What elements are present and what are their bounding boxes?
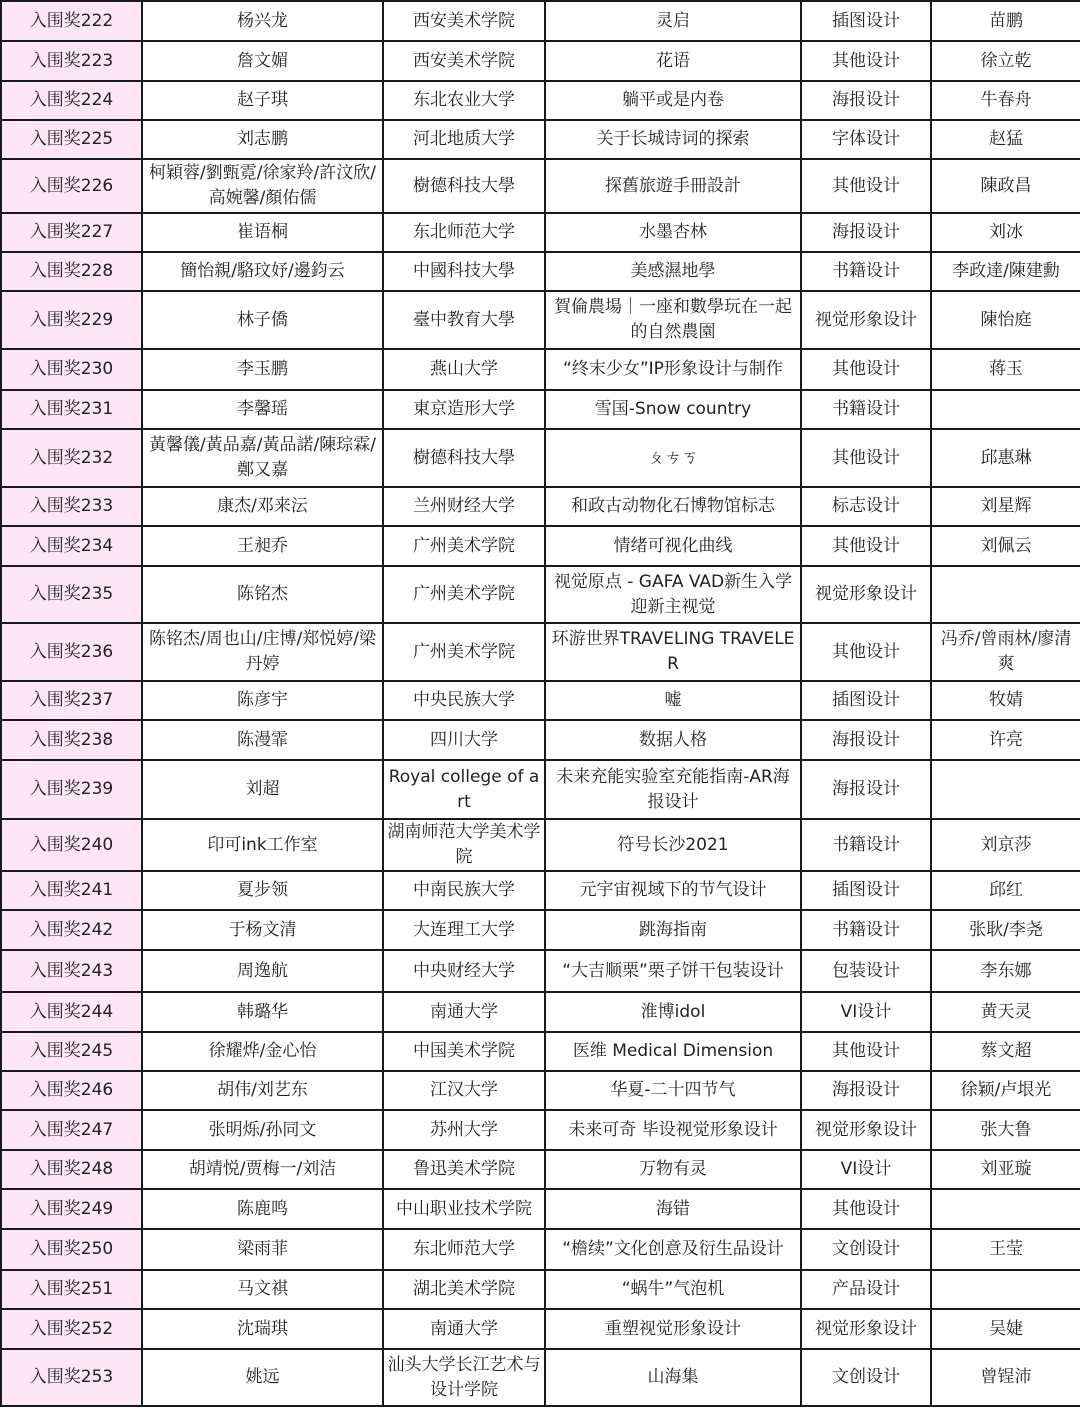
work-title-cell: 未来充能实验室充能指南-AR海报设计 <box>545 760 801 819</box>
advisor-cell: 徐立乾 <box>931 41 1080 81</box>
category-cell: 书籍设计 <box>801 910 931 950</box>
award-id-cell: 入围奖244 <box>1 992 142 1032</box>
category-cell: VI设计 <box>801 1150 931 1189</box>
school-cell: 臺中教育大學 <box>383 291 545 349</box>
category-cell: 插图设计 <box>801 1 931 41</box>
award-id-cell: 入围奖247 <box>1 1110 142 1150</box>
table-row <box>1 429 1080 487</box>
school-cell: 中央民族大学 <box>383 681 545 720</box>
table-row <box>1 252 1080 291</box>
category-cell: 其他设计 <box>801 1189 931 1229</box>
school-cell: 四川大学 <box>383 720 545 760</box>
work-title-cell: 环游世界TRAVELING TRAVELER <box>545 623 801 681</box>
table-row <box>1 910 1080 950</box>
category-cell: 文创设计 <box>801 1229 931 1270</box>
author-cell: 胡伟/刘艺东 <box>142 1071 383 1110</box>
work-title-cell: 未来可奇 毕设视觉形象设计 <box>545 1110 801 1150</box>
work-title-cell: 华夏-二十四节气 <box>545 1071 801 1110</box>
category-cell: 海报设计 <box>801 760 931 819</box>
award-id-cell: 入围奖236 <box>1 623 142 681</box>
advisor-cell: 吴婕 <box>931 1309 1080 1349</box>
advisor-cell: 刘亚璇 <box>931 1150 1080 1189</box>
category-cell: 视觉形象设计 <box>801 566 931 623</box>
work-title-cell: 符号长沙2021 <box>545 819 801 871</box>
author-cell: 陈铭杰 <box>142 566 383 623</box>
work-title-cell: 数据人格 <box>545 720 801 760</box>
school-cell: 南通大学 <box>383 992 545 1032</box>
school-cell: 东北师范大学 <box>383 1229 545 1270</box>
school-cell: 西安美术学院 <box>383 41 545 81</box>
table-row <box>1 720 1080 760</box>
table-row <box>1 1229 1080 1270</box>
table-row <box>1 1309 1080 1349</box>
school-cell: 中央财经大学 <box>383 950 545 992</box>
author-cell: 马文祺 <box>142 1270 383 1309</box>
table-row <box>1 760 1080 819</box>
award-id-cell: 入围奖242 <box>1 910 142 950</box>
advisor-cell: 徐颖/卢垠光 <box>931 1071 1080 1110</box>
work-title-cell: 淮博idol <box>545 992 801 1032</box>
work-title-cell: 探舊旅遊手冊設計 <box>545 159 801 213</box>
work-title-cell: “终末少女”IP形象设计与制作 <box>545 349 801 390</box>
advisor-cell <box>931 390 1080 429</box>
award-id-cell: 入围奖250 <box>1 1229 142 1270</box>
award-table-body <box>1 1 1080 1406</box>
advisor-cell <box>931 760 1080 819</box>
table-row <box>1 349 1080 390</box>
school-cell: 广州美术学院 <box>383 566 545 623</box>
table-row <box>1 390 1080 429</box>
table-row <box>1 992 1080 1032</box>
award-id-cell: 入围奖249 <box>1 1189 142 1229</box>
work-title-cell: 花语 <box>545 41 801 81</box>
category-cell: 字体设计 <box>801 120 931 159</box>
table-row <box>1 1071 1080 1110</box>
advisor-cell: 苗鹏 <box>931 1 1080 41</box>
work-title-cell: 视觉原点 - GAFA VAD新生入学迎新主视觉 <box>545 566 801 623</box>
advisor-cell: 刘佩云 <box>931 526 1080 566</box>
work-title-cell: 灵启 <box>545 1 801 41</box>
award-id-cell: 入围奖228 <box>1 252 142 291</box>
award-id-cell: 入围奖243 <box>1 950 142 992</box>
author-cell: 姚远 <box>142 1349 383 1406</box>
advisor-cell: 张大鲁 <box>931 1110 1080 1150</box>
author-cell: 夏步领 <box>142 871 383 910</box>
category-cell: 包装设计 <box>801 950 931 992</box>
category-cell: 标志设计 <box>801 487 931 526</box>
award-id-cell: 入围奖233 <box>1 487 142 526</box>
school-cell: 湖北美术学院 <box>383 1270 545 1309</box>
category-cell: 书籍设计 <box>801 819 931 871</box>
award-id-cell: 入围奖248 <box>1 1150 142 1189</box>
author-cell: 李馨瑶 <box>142 390 383 429</box>
table-row <box>1 819 1080 871</box>
advisor-cell: 许亮 <box>931 720 1080 760</box>
advisor-cell <box>931 1270 1080 1309</box>
table-row <box>1 1032 1080 1071</box>
advisor-cell: 张耿/李尧 <box>931 910 1080 950</box>
award-id-cell: 入围奖229 <box>1 291 142 349</box>
school-cell: 大连理工大学 <box>383 910 545 950</box>
author-cell: 陈鹿鸣 <box>142 1189 383 1229</box>
work-title-cell: 情绪可视化曲线 <box>545 526 801 566</box>
advisor-cell: 牛春舟 <box>931 81 1080 120</box>
author-cell: 李玉鹏 <box>142 349 383 390</box>
author-cell: 刘志鹏 <box>142 120 383 159</box>
author-cell: 徐耀烨/金心怡 <box>142 1032 383 1071</box>
table-row <box>1 81 1080 120</box>
work-title-cell: 海错 <box>545 1189 801 1229</box>
school-cell: 東京造形大学 <box>383 390 545 429</box>
work-title-cell: 关于长城诗词的探索 <box>545 120 801 159</box>
category-cell: VI设计 <box>801 992 931 1032</box>
advisor-cell: 刘星辉 <box>931 487 1080 526</box>
author-cell: 柯穎蓉/劉甄霓/徐家羚/許汶欣/高婉馨/顏佑儒 <box>142 159 383 213</box>
author-cell: 簡怡親/駱玟妤/邊鈞云 <box>142 252 383 291</box>
category-cell: 其他设计 <box>801 1032 931 1071</box>
author-cell: 韩璐华 <box>142 992 383 1032</box>
category-cell: 书籍设计 <box>801 390 931 429</box>
school-cell: 广州美术学院 <box>383 623 545 681</box>
award-id-cell: 入围奖231 <box>1 390 142 429</box>
advisor-cell: 王莹 <box>931 1229 1080 1270</box>
table-row <box>1 950 1080 992</box>
school-cell: 东北师范大学 <box>383 213 545 252</box>
award-id-cell: 入围奖226 <box>1 159 142 213</box>
advisor-cell: 冯乔/曾雨林/廖清爽 <box>931 623 1080 681</box>
category-cell: 其他设计 <box>801 349 931 390</box>
award-id-cell: 入围奖227 <box>1 213 142 252</box>
category-cell: 产品设计 <box>801 1270 931 1309</box>
author-cell: 詹文媚 <box>142 41 383 81</box>
category-cell: 海报设计 <box>801 81 931 120</box>
author-cell: 林子僑 <box>142 291 383 349</box>
school-cell: 东北农业大学 <box>383 81 545 120</box>
author-cell: 康杰/邓来沄 <box>142 487 383 526</box>
author-cell: 黃馨儀/黃品嘉/黃品諾/陳琮霖/鄭又嘉 <box>142 429 383 487</box>
advisor-cell: 刘冰 <box>931 213 1080 252</box>
award-id-cell: 入围奖241 <box>1 871 142 910</box>
category-cell: 视觉形象设计 <box>801 291 931 349</box>
author-cell: 印可ink工作室 <box>142 819 383 871</box>
category-cell: 文创设计 <box>801 1349 931 1406</box>
author-cell: 于杨文清 <box>142 910 383 950</box>
award-id-cell: 入围奖240 <box>1 819 142 871</box>
author-cell: 张明烁/孙同文 <box>142 1110 383 1150</box>
award-id-cell: 入围奖223 <box>1 41 142 81</box>
table-row <box>1 1 1080 41</box>
award-id-cell: 入围奖239 <box>1 760 142 819</box>
advisor-cell: 蔡文超 <box>931 1032 1080 1071</box>
author-cell: 赵子琪 <box>142 81 383 120</box>
advisor-cell: 蒋玉 <box>931 349 1080 390</box>
category-cell: 海报设计 <box>801 720 931 760</box>
award-id-cell: 入围奖225 <box>1 120 142 159</box>
table-row <box>1 871 1080 910</box>
school-cell: 南通大学 <box>383 1309 545 1349</box>
author-cell: 梁雨菲 <box>142 1229 383 1270</box>
category-cell: 插图设计 <box>801 681 931 720</box>
school-cell: 汕头大学长江艺术与设计学院 <box>383 1349 545 1406</box>
advisor-cell: 曾锃沛 <box>931 1349 1080 1406</box>
advisor-cell: 邱惠琳 <box>931 429 1080 487</box>
work-title-cell: 和政古动物化石博物馆标志 <box>545 487 801 526</box>
author-cell: 陈铭杰/周也山/庄博/郑悦婷/梁丹婷 <box>142 623 383 681</box>
school-cell: 广州美术学院 <box>383 526 545 566</box>
category-cell: 其他设计 <box>801 159 931 213</box>
work-title-cell: 元宇宙视域下的节气设计 <box>545 871 801 910</box>
author-cell: 沈瑞琪 <box>142 1309 383 1349</box>
school-cell: 湖南师范大学美术学院 <box>383 819 545 871</box>
school-cell: 江汉大学 <box>383 1071 545 1110</box>
award-id-cell: 入围奖246 <box>1 1071 142 1110</box>
school-cell: 苏州大学 <box>383 1110 545 1150</box>
school-cell: 中南民族大学 <box>383 871 545 910</box>
work-title-cell: 跳海指南 <box>545 910 801 950</box>
category-cell: 海报设计 <box>801 213 931 252</box>
table-row <box>1 159 1080 213</box>
category-cell: 视觉形象设计 <box>801 1309 931 1349</box>
author-cell: 杨兴龙 <box>142 1 383 41</box>
author-cell: 陈漫霏 <box>142 720 383 760</box>
school-cell: Royal college of art <box>383 760 545 819</box>
award-id-cell: 入围奖252 <box>1 1309 142 1349</box>
award-id-cell: 入围奖237 <box>1 681 142 720</box>
author-cell: 王昶乔 <box>142 526 383 566</box>
award-id-cell: 入围奖251 <box>1 1270 142 1309</box>
advisor-cell: 陳政昌 <box>931 159 1080 213</box>
category-cell: 书籍设计 <box>801 252 931 291</box>
table-row <box>1 566 1080 623</box>
school-cell: 中山职业技术学院 <box>383 1189 545 1229</box>
award-id-cell: 入围奖238 <box>1 720 142 760</box>
work-title-cell: 躺平或是内卷 <box>545 81 801 120</box>
category-cell: 其他设计 <box>801 623 931 681</box>
school-cell: 鲁迅美术学院 <box>383 1150 545 1189</box>
school-cell: 中国美术学院 <box>383 1032 545 1071</box>
school-cell: 燕山大学 <box>383 349 545 390</box>
author-cell: 刘超 <box>142 760 383 819</box>
award-id-cell: 入围奖245 <box>1 1032 142 1071</box>
advisor-cell: 牧婧 <box>931 681 1080 720</box>
school-cell: 兰州财经大学 <box>383 487 545 526</box>
advisor-cell: 李东娜 <box>931 950 1080 992</box>
work-title-cell: ㄆㄘㄎ <box>545 429 801 487</box>
category-cell: 插图设计 <box>801 871 931 910</box>
advisor-cell <box>931 566 1080 623</box>
table-row <box>1 1150 1080 1189</box>
work-title-cell: 雪国-Snow country <box>545 390 801 429</box>
work-title-cell: 重塑视觉形象设计 <box>545 1309 801 1349</box>
table-row <box>1 41 1080 81</box>
advisor-cell: 陳怡庭 <box>931 291 1080 349</box>
table-row <box>1 526 1080 566</box>
work-title-cell: 賀倫農場｜一座和數學玩在一起的自然農園 <box>545 291 801 349</box>
advisor-cell: 赵猛 <box>931 120 1080 159</box>
school-cell: 河北地质大学 <box>383 120 545 159</box>
author-cell: 周逸航 <box>142 950 383 992</box>
author-cell: 崔语桐 <box>142 213 383 252</box>
table-row <box>1 120 1080 159</box>
work-title-cell: 水墨杏林 <box>545 213 801 252</box>
category-cell: 海报设计 <box>801 1071 931 1110</box>
advisor-cell <box>931 1189 1080 1229</box>
advisor-cell: 刘京莎 <box>931 819 1080 871</box>
award-id-cell: 入围奖234 <box>1 526 142 566</box>
award-id-cell: 入围奖224 <box>1 81 142 120</box>
work-title-cell: 万物有灵 <box>545 1150 801 1189</box>
category-cell: 视觉形象设计 <box>801 1110 931 1150</box>
award-id-cell: 入围奖222 <box>1 1 142 41</box>
work-title-cell: 美感濕地學 <box>545 252 801 291</box>
table-row <box>1 291 1080 349</box>
school-cell: 樹德科技大學 <box>383 159 545 213</box>
work-title-cell: 山海集 <box>545 1349 801 1406</box>
table-row <box>1 1110 1080 1150</box>
table-row <box>1 681 1080 720</box>
author-cell: 胡靖悦/贾梅一/刘洁 <box>142 1150 383 1189</box>
award-id-cell: 入围奖235 <box>1 566 142 623</box>
award-id-cell: 入围奖253 <box>1 1349 142 1406</box>
work-title-cell: “檐续”文化创意及衍生品设计 <box>545 1229 801 1270</box>
school-cell: 樹德科技大學 <box>383 429 545 487</box>
table-row <box>1 487 1080 526</box>
work-title-cell: “蜗牛”气泡机 <box>545 1270 801 1309</box>
table-row <box>1 1189 1080 1229</box>
work-title-cell: “大吉顺栗”栗子饼干包装设计 <box>545 950 801 992</box>
category-cell: 其他设计 <box>801 429 931 487</box>
award-id-cell: 入围奖230 <box>1 349 142 390</box>
work-title-cell: 嘘 <box>545 681 801 720</box>
advisor-cell: 李政達/陳建勳 <box>931 252 1080 291</box>
work-title-cell: 医维 Medical Dimension <box>545 1032 801 1071</box>
table-row <box>1 623 1080 681</box>
school-cell: 西安美术学院 <box>383 1 545 41</box>
advisor-cell: 黄天灵 <box>931 992 1080 1032</box>
category-cell: 其他设计 <box>801 41 931 81</box>
table-row <box>1 1349 1080 1406</box>
table-row <box>1 1270 1080 1309</box>
author-cell: 陈彦宇 <box>142 681 383 720</box>
award-id-cell: 入围奖232 <box>1 429 142 487</box>
category-cell: 其他设计 <box>801 526 931 566</box>
school-cell: 中國科技大學 <box>383 252 545 291</box>
advisor-cell: 邱红 <box>931 871 1080 910</box>
table-row <box>1 213 1080 252</box>
